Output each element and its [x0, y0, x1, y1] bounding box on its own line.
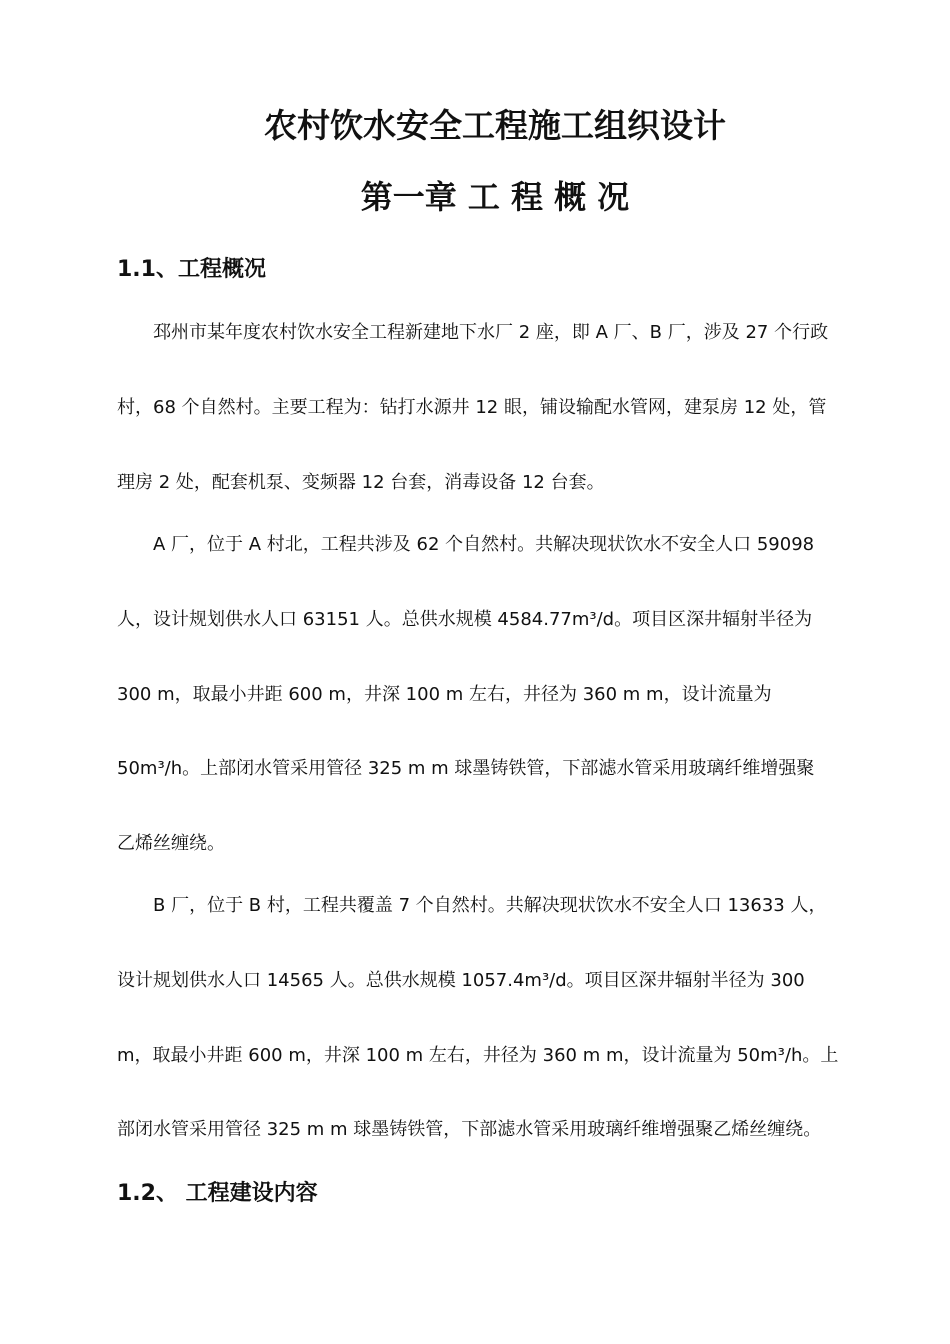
paragraph-line: 理房 2 处，配套机泵、变频器 12 台套，消毒设备 12 台套。 — [117, 472, 605, 493]
chapter-title: 第一章 工 程 概 况 — [360, 178, 630, 216]
paragraph-line: 邳州市某年度农村饮水安全工程新建地下水厂 2 座，即 A 厂、B 厂，涉及 27 个行政 — [153, 322, 829, 343]
section-heading-1-1: 1.1、工程概况 — [117, 257, 266, 282]
paragraph-line: 设计规划供水人口 14565 人。总供水规模 1057.4m³/d。项目区深井辐射半径为 300 — [117, 970, 805, 991]
paragraph-line: 村，68 个自然村。主要工程为：钻打水源井 12 眼，铺设输配水管网，建泵房 12 处，管 — [117, 397, 827, 418]
paragraph-line: B 厂，位于 B 村，工程共覆盖 7 个自然村。共解决现状饮水不安全人口 13633 人， — [153, 895, 827, 916]
paragraph-line: 部闭水管采用管径 325 m m 球墨铸铁管，下部滤水管采用玻璃纤维增强聚乙烯丝缠绕。 — [117, 1119, 822, 1140]
paragraph-line: 人，设计规划供水人口 63151 人。总供水规模 4584.77m³/d。项目区深井辐射半径为 — [117, 609, 813, 630]
paragraph-line: m，取最小井距 600 m，井深 100 m 左右，井径为 360 m m，设计流量为 50m³/h。上 — [117, 1045, 839, 1066]
paragraph-line: 300 m，取最小井距 600 m，井深 100 m 左右，井径为 360 m m，设计流量为 — [117, 684, 772, 705]
section-heading-1-2: 1.2、 工程建设内容 — [117, 1181, 318, 1206]
paragraph-line: 乙烯丝缠绕。 — [117, 833, 225, 854]
paragraph-line: A 厂，位于 A 村北，工程共涉及 62 个自然村。共解决现状饮水不安全人口 59098 — [153, 534, 815, 555]
document-title: 农村饮水安全工程施工组织设计 — [264, 106, 726, 145]
paragraph-line: 50m³/h。上部闭水管采用管径 325 m m 球墨铸铁管，下部滤水管采用玻璃纤维增强聚 — [117, 758, 815, 779]
